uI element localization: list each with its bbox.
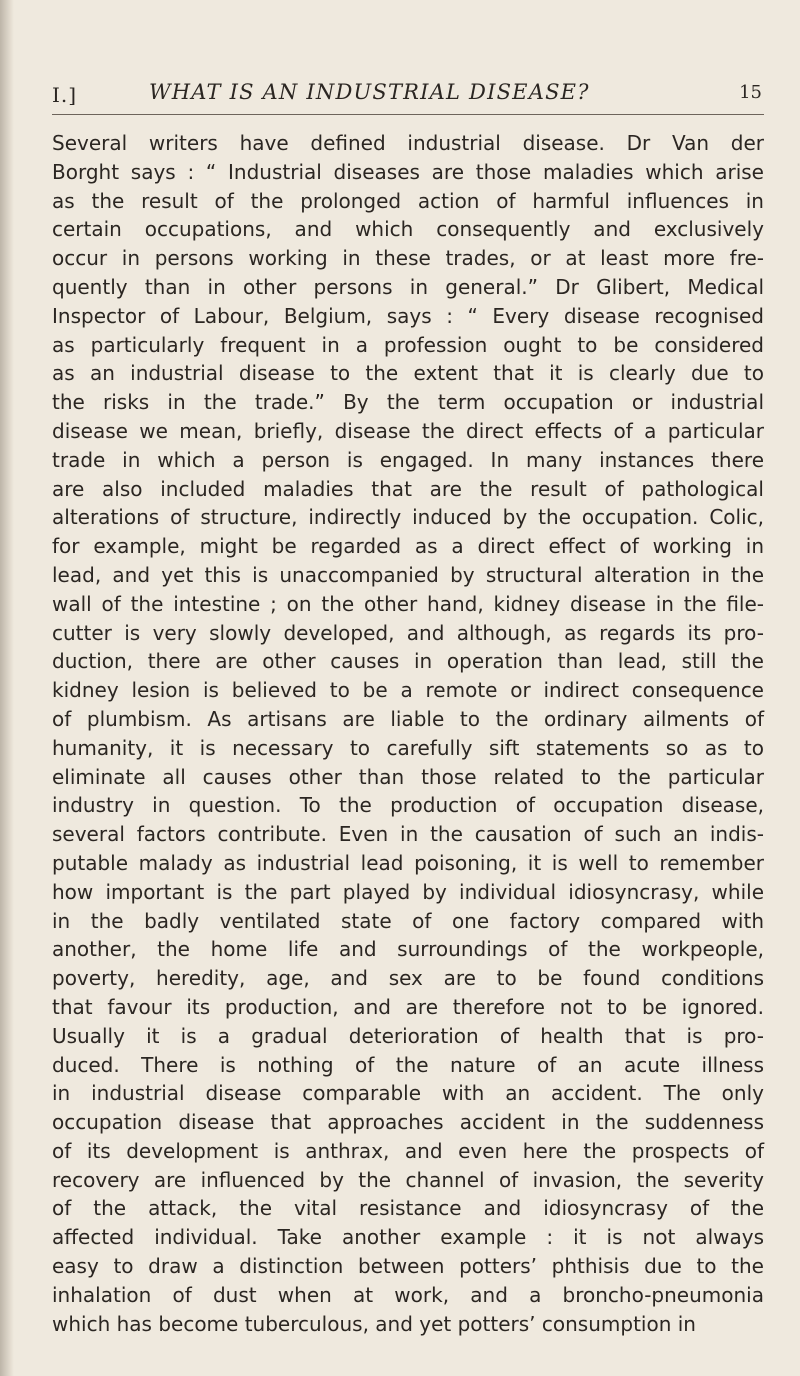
running-head [52,78,764,115]
text-line: occur in persons working in these trades, or at least more fre- [52,246,764,271]
text-line: certain occupations, and which consequently and exclusively [52,217,764,242]
text-line: wall of the intestine ; on the other hand, kidney disease in the file- [52,591,764,616]
text-line: occupation disease that approaches accident in the suddenness [52,1110,764,1135]
text-line: how important is the part played by individual idiosyncrasy, while [52,879,764,904]
text-line: Borght says : “ Industrial diseases are those maladies which arise [52,159,764,184]
text-line: putable malady as industrial lead poisoning, it is well to remember [52,850,764,875]
text-line: trade in which a person is engaged. In many instances there [52,447,764,472]
text-line: cutter is very slowly developed, and although, as regards its pro- [52,620,764,645]
text-line: inhalation of dust when at work, and a broncho-pneumonia [52,1282,764,1307]
text-line: recovery are influenced by the channel of invasion, the severity [52,1167,764,1192]
text-line: kidney lesion is believed to be a remote or indirect consequence [52,678,764,703]
text-line: several factors contribute. Even in the causation of such an indis- [52,822,764,847]
text-line: of plumbism. As artisans are liable to the ordinary ailments of [52,706,764,731]
text-line: industry in question. To the production of occupation disease, [52,793,764,818]
text-line: are also included maladies that are the result of pathological [52,476,764,501]
text-line: another, the home life and surroundings of the workpeople, [52,937,764,962]
text-line: quently than in other persons in general.” Dr Glibert, Medical [52,274,764,299]
text-line: as the result of the prolonged action of harmful influences in [52,188,764,213]
text-line: the risks in the trade.” By the term occupation or industrial [52,390,764,415]
text-line: duction, there are other causes in operation than lead, still the [52,649,764,674]
text-line: for example, might be regarded as a direct effect of working in [52,534,764,559]
running-title: WHAT IS AN INDUSTRIAL DISEASE? [149,80,590,104]
text-line: disease we mean, briefly, disease the direct effects of a particular [52,418,764,443]
text-line: in the badly ventilated state of one factory compared with [52,908,764,933]
text-line: of the attack, the vital resistance and idiosyncrasy of the [52,1196,764,1221]
text-line: lead, and yet this is unaccompanied by structural alteration in the [52,562,764,587]
text-line: Usually it is a gradual deterioration of health that is pro- [52,1023,764,1048]
book-page [52,78,764,1338]
text-line: of its development is anthrax, and even here the prospects of [52,1138,764,1163]
page-spine-shadow [0,0,14,1376]
text-line: Inspector of Labour, Belgium, says : “ Every disease recognised [52,303,764,328]
text-line: poverty, heredity, age, and sex are to be found conditions [52,966,764,991]
text-line: which has become tuberculous, and yet potters’ consumption in [52,1311,696,1336]
text-line: humanity, it is necessary to carefully sift statements so as to [52,735,764,760]
body-paragraph [52,129,764,1338]
text-line: as particularly frequent in a profession ought to be considered [52,332,764,357]
page-number: 15 [739,82,762,103]
chapter-number: I.] [52,83,78,107]
text-line: duced. There is nothing of the nature of an acute illness [52,1052,764,1077]
text-line: in industrial disease comparable with an accident. The only [52,1081,764,1106]
text-line: eliminate all causes other than those related to the particular [52,764,764,789]
text-line: affected individual. Take another example : it is not always [52,1225,764,1250]
text-line: that favour its production, and are therefore not to be ignored. [52,994,764,1019]
text-line: Several writers have defined industrial disease. Dr Van der [52,131,764,155]
text-line: easy to draw a distinction between potters’ phthisis due to the [52,1254,764,1279]
text-line: as an industrial disease to the extent that it is clearly due to [52,361,764,386]
text-line: alterations of structure, indirectly induced by the occupation. Colic, [52,505,764,530]
